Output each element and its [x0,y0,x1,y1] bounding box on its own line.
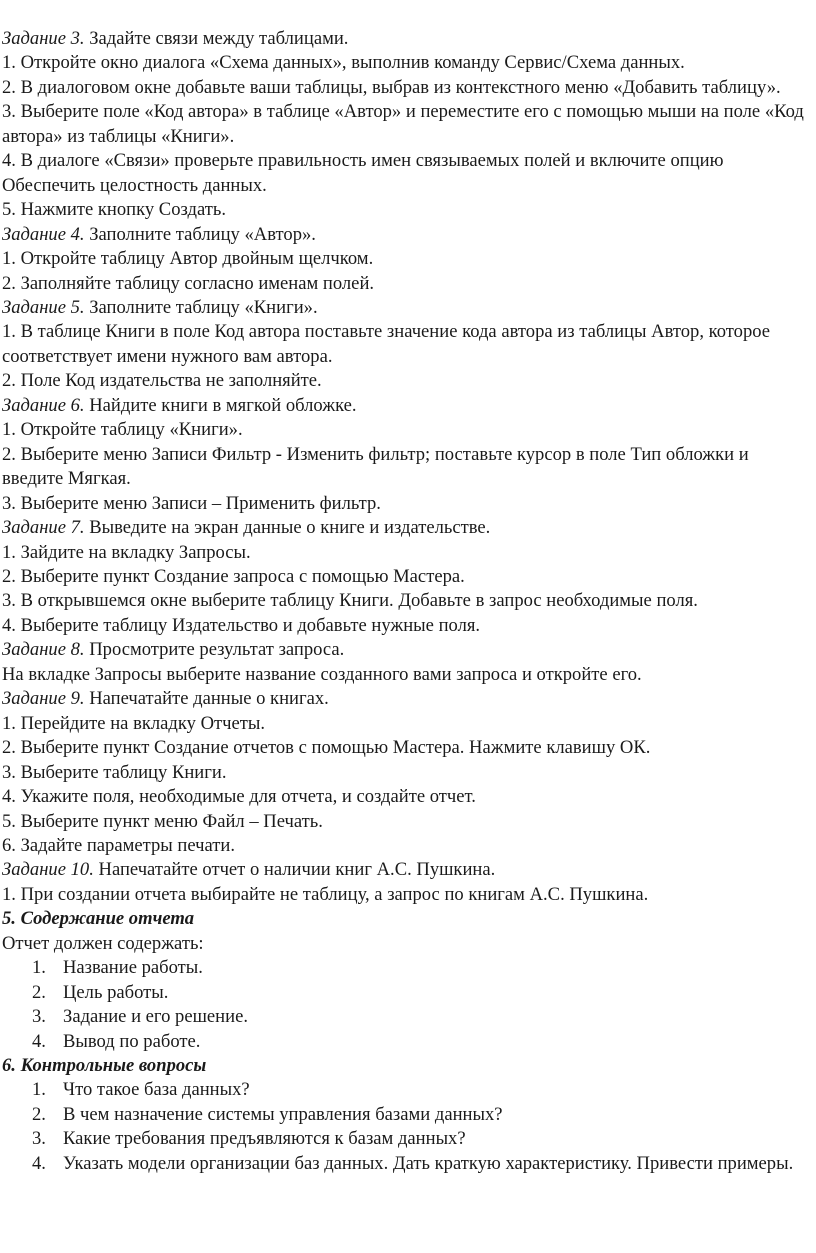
list-item [2,1152,812,1176]
task-7 [2,516,812,638]
task-step: 2. Заполняйте таблицу согласно именам полей. [2,272,375,294]
task-lead: Задание 3. [2,28,85,49]
task-step: 2. В диалоговом окне добавьте ваши таблицы, выбрав из контекстного меню «Добавить таблицу». [2,76,781,98]
task-5 [2,296,812,394]
section-intro: Отчет должен содержать: [2,932,204,954]
list-item [2,956,812,980]
task-step: 1. Откройте таблицу Автор двойным щелчком. [2,248,374,270]
list-item-text: Цель работы. [63,981,169,1003]
task-title-text: Выведите на экран данные о книге и издательстве. [84,517,491,539]
task-step: 6. Задайте параметры печати. [2,834,236,856]
task-title [2,223,812,247]
task-lead: Задание 9. [2,688,85,710]
list-item-number: 1. [32,1079,46,1101]
list-item-text: Что такое база данных? [63,1079,250,1101]
task-step: 3. Выберите таблицу Книги. [2,761,227,783]
task-title [2,516,812,540]
task-title [2,687,812,711]
task-lead: Задание 10. [2,859,94,881]
task-step: 4. Укажите поля, необходимые для отчета, и создайте отчет. [2,786,476,808]
section-heading: 6. Контрольные вопросы [2,1055,207,1077]
task-title-text: Найдите книги в мягкой обложке. [84,394,357,416]
list-item [2,981,812,1005]
task-title-text: Задайте связи между таблицами. [84,28,349,49]
task-step: 3. В открывшемся окне выберите таблицу Книги. Добавьте в запрос необходимые поля. [2,590,698,612]
task-step: 1. В таблице Книги в поле Код автора поставьте значение кода автора из таблицы Автор, которое соответствует имени нужного вам автора. [2,321,771,367]
task-title-text: Заполните таблицу «Книги». [84,296,318,318]
task-step: 4. Выберите таблицу Издательство и добавьте нужные поля. [2,614,481,636]
list-item-number: 2. [32,1103,46,1125]
task-3 [2,27,812,223]
task-lead: Задание 5. [2,296,85,318]
list-item [2,1030,812,1054]
task-lead: Задание 4. [2,223,85,245]
list-item-text: В чем назначение системы управления базами данных? [63,1103,503,1125]
task-lead: Задание 8. [2,639,85,661]
list-item-number: 4. [32,1152,46,1174]
task-title-text: Напечатайте данные о книгах. [84,688,329,710]
list-item-number: 4. [32,1030,46,1052]
task-step: 1. Перейдите на вкладку Отчеты. [2,712,266,734]
task-8 [2,638,812,687]
task-step: 5. Выберите пункт меню Файл – Печать. [2,810,323,832]
list-item [2,1078,812,1102]
list-item-text: Название работы. [63,957,203,979]
list-item-number: 1. [32,957,46,979]
task-step: 2. Выберите пункт Создание запроса с помощью Мастера. [2,565,465,587]
task-step: 1. При создании отчета выбирайте не таблицу, а запрос по книгам А.С. Пушкина. [2,883,649,905]
section-control-questions [2,1054,812,1176]
list-item-text: Указать модели организации баз данных. Дать краткую характеристику. Привести примеры. [63,1152,794,1174]
list-item [2,1005,812,1029]
task-10 [2,858,812,907]
task-step: 3. Выберите поле «Код автора» в таблице «Автор» и переместите его с помощью мыши на поле «Код автора» из таблицы «Книги». [2,101,804,147]
task-step: 2. Выберите пункт Создание отчетов с помощью Мастера. Нажмите клавишу ОК. [2,737,651,759]
list-item-number: 3. [32,1128,46,1150]
section-report-contents [2,907,812,1054]
task-9 [2,687,812,858]
list-item-text: Задание и его решение. [63,1006,248,1028]
task-step: 4. В диалоге «Связи» проверьте правильность имен связываемых полей и включите опцию Обеспечить целостность данных. [2,150,724,196]
task-step: На вкладке Запросы выберите название созданного вами запроса и откройте его. [2,663,642,685]
task-step: 1. Откройте окно диалога «Схема данных», выполнив команду Сервис/Схема данных. [2,52,685,74]
list-item [2,1103,812,1127]
section-heading: 5. Содержание отчета [2,908,195,930]
task-step: 2. Поле Код издательства не заполняйте. [2,370,322,392]
report-contents-list [2,956,812,1054]
task-4 [2,223,812,296]
task-step: 3. Выберите меню Записи – Применить фильтр. [2,492,381,514]
list-item [2,1127,812,1151]
task-title [2,638,812,662]
task-title-text: Напечатайте отчет о наличии книг А.С. Пушкина. [93,859,496,881]
list-item-text: Какие требования предъявляются к базам данных? [63,1128,466,1150]
task-title [2,27,812,51]
control-questions-list [2,1078,812,1176]
task-lead: Задание 6. [2,394,85,416]
task-title-text: Просмотрите результат запроса. [84,639,345,661]
task-step: 1. Зайдите на вкладку Запросы. [2,541,251,563]
task-step: 5. Нажмите кнопку Создать. [2,199,227,221]
task-title [2,296,812,320]
list-item-number: 3. [32,1006,46,1028]
task-lead: Задание 7. [2,517,85,539]
task-6 [2,394,812,516]
task-title-text: Заполните таблицу «Автор». [84,223,316,245]
list-item-text: Вывод по работе. [63,1030,201,1052]
task-title [2,858,812,882]
task-step: 2. Выберите меню Записи Фильтр - Изменить фильтр; поставьте курсор в поле Тип обложки и введите Мягкая. [2,443,749,490]
task-title [2,394,812,418]
task-step: 1. Откройте таблицу «Книги». [2,419,243,441]
list-item-number: 2. [32,981,46,1003]
